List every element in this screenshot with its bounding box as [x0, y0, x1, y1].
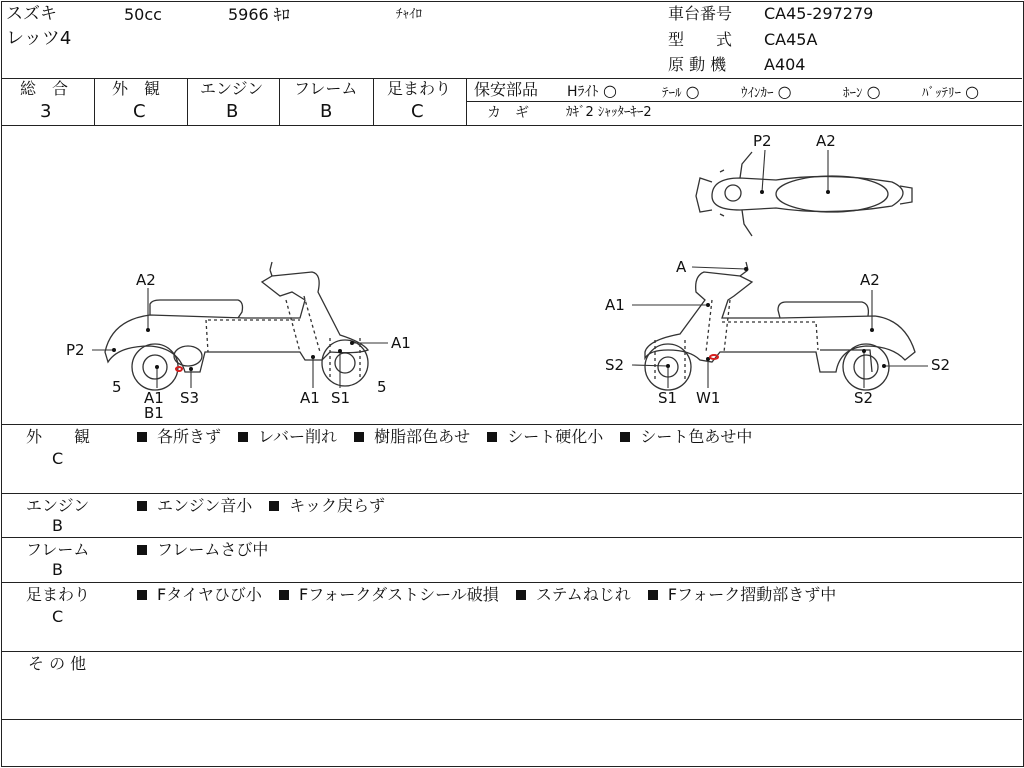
divider-remark-1 [1, 493, 1022, 494]
diagram-label: S2 [854, 389, 874, 407]
remark-item-text: フレームさび中 [157, 540, 269, 559]
grade-sep-3 [279, 78, 280, 125]
remark-other-label: そ の 他 [28, 654, 87, 673]
top-view-scooter [696, 152, 912, 236]
grade-sep-1 [94, 78, 95, 125]
remark-item-text: シート硬化小 [507, 427, 604, 446]
remark-engine-label: エンジン [26, 496, 90, 515]
remark-item [354, 427, 470, 446]
status-circle-icon: ○ [685, 82, 700, 101]
divider-diagram [1, 424, 1022, 425]
remark-item-text: Fタイヤひび小 [157, 585, 262, 604]
diagram-label: A2 [816, 132, 836, 150]
safety-item-horn [843, 84, 881, 100]
status-circle-icon: ○ [777, 82, 792, 101]
status-circle-icon: ○ [965, 82, 980, 101]
engine-value: A404 [764, 55, 806, 74]
remark-item [137, 585, 262, 604]
safety-item-label: ﾃｰﾙ [662, 86, 682, 101]
scooter-diagram [0, 126, 1024, 424]
mileage: 5966 ｷﾛ [228, 5, 290, 24]
diagram-label: B1 [144, 404, 164, 422]
frame-grade-value: B [320, 101, 333, 122]
chassis-label: 車台番号 [668, 4, 733, 23]
diagram-label: S1 [658, 389, 678, 407]
bullet-square-icon [137, 501, 147, 511]
divider-remark-5 [1, 719, 1022, 720]
overall-label: 総 合 [20, 79, 69, 98]
remark-item [269, 496, 385, 515]
remark-item [137, 540, 268, 559]
grade-sep-4 [373, 78, 374, 125]
remark-engine-grade: B [52, 516, 63, 535]
diagram-label: 5 [377, 378, 387, 396]
overall-value: 3 [40, 101, 52, 122]
divider-remark-4 [1, 651, 1022, 652]
model-name: レッツ4 [6, 28, 72, 49]
remark-exterior-grade: C [52, 449, 64, 468]
diagram-label: A1 [391, 334, 411, 352]
remark-item-text: シート色あせ中 [640, 427, 753, 446]
suspension-grade-value: C [411, 101, 424, 122]
safety-item-tail [662, 84, 700, 100]
remark-item-text: エンジン音小 [157, 496, 253, 515]
marker-dots [112, 190, 886, 371]
remark-item [487, 427, 603, 446]
remark-frame-grade: B [52, 560, 63, 579]
remark-item [516, 585, 631, 604]
grade-sep-5 [466, 78, 467, 125]
remark-suspension-items [137, 587, 848, 603]
safety-item-headlight [567, 83, 617, 99]
remark-item-text: ステムねじれ [535, 585, 631, 604]
engine-label: 原 動 機 [668, 55, 727, 74]
grade-sep-2 [187, 78, 188, 125]
safety-item-battery [922, 84, 979, 100]
remark-frame-items [137, 542, 280, 558]
diagram-label: A2 [860, 271, 880, 289]
key-label: カ ギ [487, 105, 529, 121]
remark-item-text: Fフォーク摺動部きず中 [667, 585, 837, 604]
chassis-value: CA45-297279 [764, 4, 874, 23]
diagram-label: S3 [180, 389, 200, 407]
remark-item [279, 585, 499, 604]
remark-item-text: キック戻らず [289, 496, 385, 515]
remark-engine-items [137, 498, 397, 514]
suspension-grade-label: 足まわり [387, 79, 452, 98]
key-value: ｶｷﾞ2 ｼｬｯﾀｰｷｰ2 [566, 105, 652, 120]
maker: スズキ [6, 4, 57, 24]
damage-marks [176, 355, 718, 371]
exterior-label: 外 観 [112, 79, 161, 98]
frame-grade-label: フレーム [294, 79, 358, 98]
type-label: 型 式 [668, 30, 733, 49]
bullet-square-icon [354, 432, 364, 442]
remark-suspension-label: 足まわり [26, 585, 91, 604]
diagram-label: 5 [112, 378, 122, 396]
color: ﾁｬｲﾛ [396, 7, 422, 22]
engine-grade-value: B [226, 101, 239, 122]
bullet-square-icon [238, 432, 248, 442]
diagram-label: A1 [605, 296, 625, 314]
diagram-label: P2 [753, 132, 772, 150]
diagram-label: S2 [931, 356, 951, 374]
status-circle-icon: ○ [866, 82, 881, 101]
diagram-label: A1 [300, 389, 320, 407]
remark-item-text: 樹脂部色あせ [374, 427, 471, 446]
safety-title: 保安部品 [474, 80, 539, 99]
bullet-square-icon [648, 590, 658, 600]
remark-suspension-grade: C [52, 607, 64, 626]
bullet-square-icon [279, 590, 289, 600]
status-circle-icon: ○ [602, 81, 617, 100]
safety-item-label: Hﾗｲﾄ [567, 84, 599, 100]
remark-item-text: 各所きず [157, 427, 222, 446]
diagram-label: S1 [331, 389, 351, 407]
bullet-square-icon [516, 590, 526, 600]
bullet-square-icon [137, 545, 147, 555]
diagram-label: P2 [66, 341, 85, 359]
diagram-label: W1 [696, 389, 721, 407]
remark-item-text: レバー削れ [258, 427, 337, 446]
remark-item [238, 427, 337, 446]
bullet-square-icon [620, 432, 630, 442]
remark-item [137, 496, 252, 515]
safety-item-label: ｳｲﾝｶｰ [741, 86, 774, 101]
remark-item [620, 427, 752, 446]
safety-item-label: ﾊﾞｯﾃﾘｰ [922, 86, 961, 101]
displacement: 50cc [124, 5, 162, 24]
bullet-square-icon [487, 432, 497, 442]
remark-exterior-label: 外 観 [26, 427, 91, 446]
diagram-label: S2 [605, 356, 625, 374]
divider-remark-2 [1, 537, 1022, 538]
remark-frame-label: フレーム [26, 540, 90, 559]
divider-grade-mid [466, 101, 1022, 102]
safety-item-label: ﾎｰﾝ [843, 86, 863, 101]
engine-grade-label: エンジン [200, 79, 264, 98]
diagram-label: A [676, 258, 687, 276]
bullet-square-icon [137, 432, 147, 442]
remark-item [648, 585, 836, 604]
bullet-square-icon [137, 590, 147, 600]
remark-item [137, 427, 221, 446]
exterior-value: C [133, 101, 146, 122]
remark-item-text: Fフォークダストシール破損 [298, 585, 499, 604]
type-value: CA45A [764, 30, 818, 49]
remark-exterior-items [137, 429, 764, 445]
safety-item-winker [741, 84, 792, 100]
divider-remark-3 [1, 582, 1022, 583]
diagram-label: A1 [144, 389, 164, 407]
bullet-square-icon [269, 501, 279, 511]
diagram-label: A2 [136, 271, 156, 289]
